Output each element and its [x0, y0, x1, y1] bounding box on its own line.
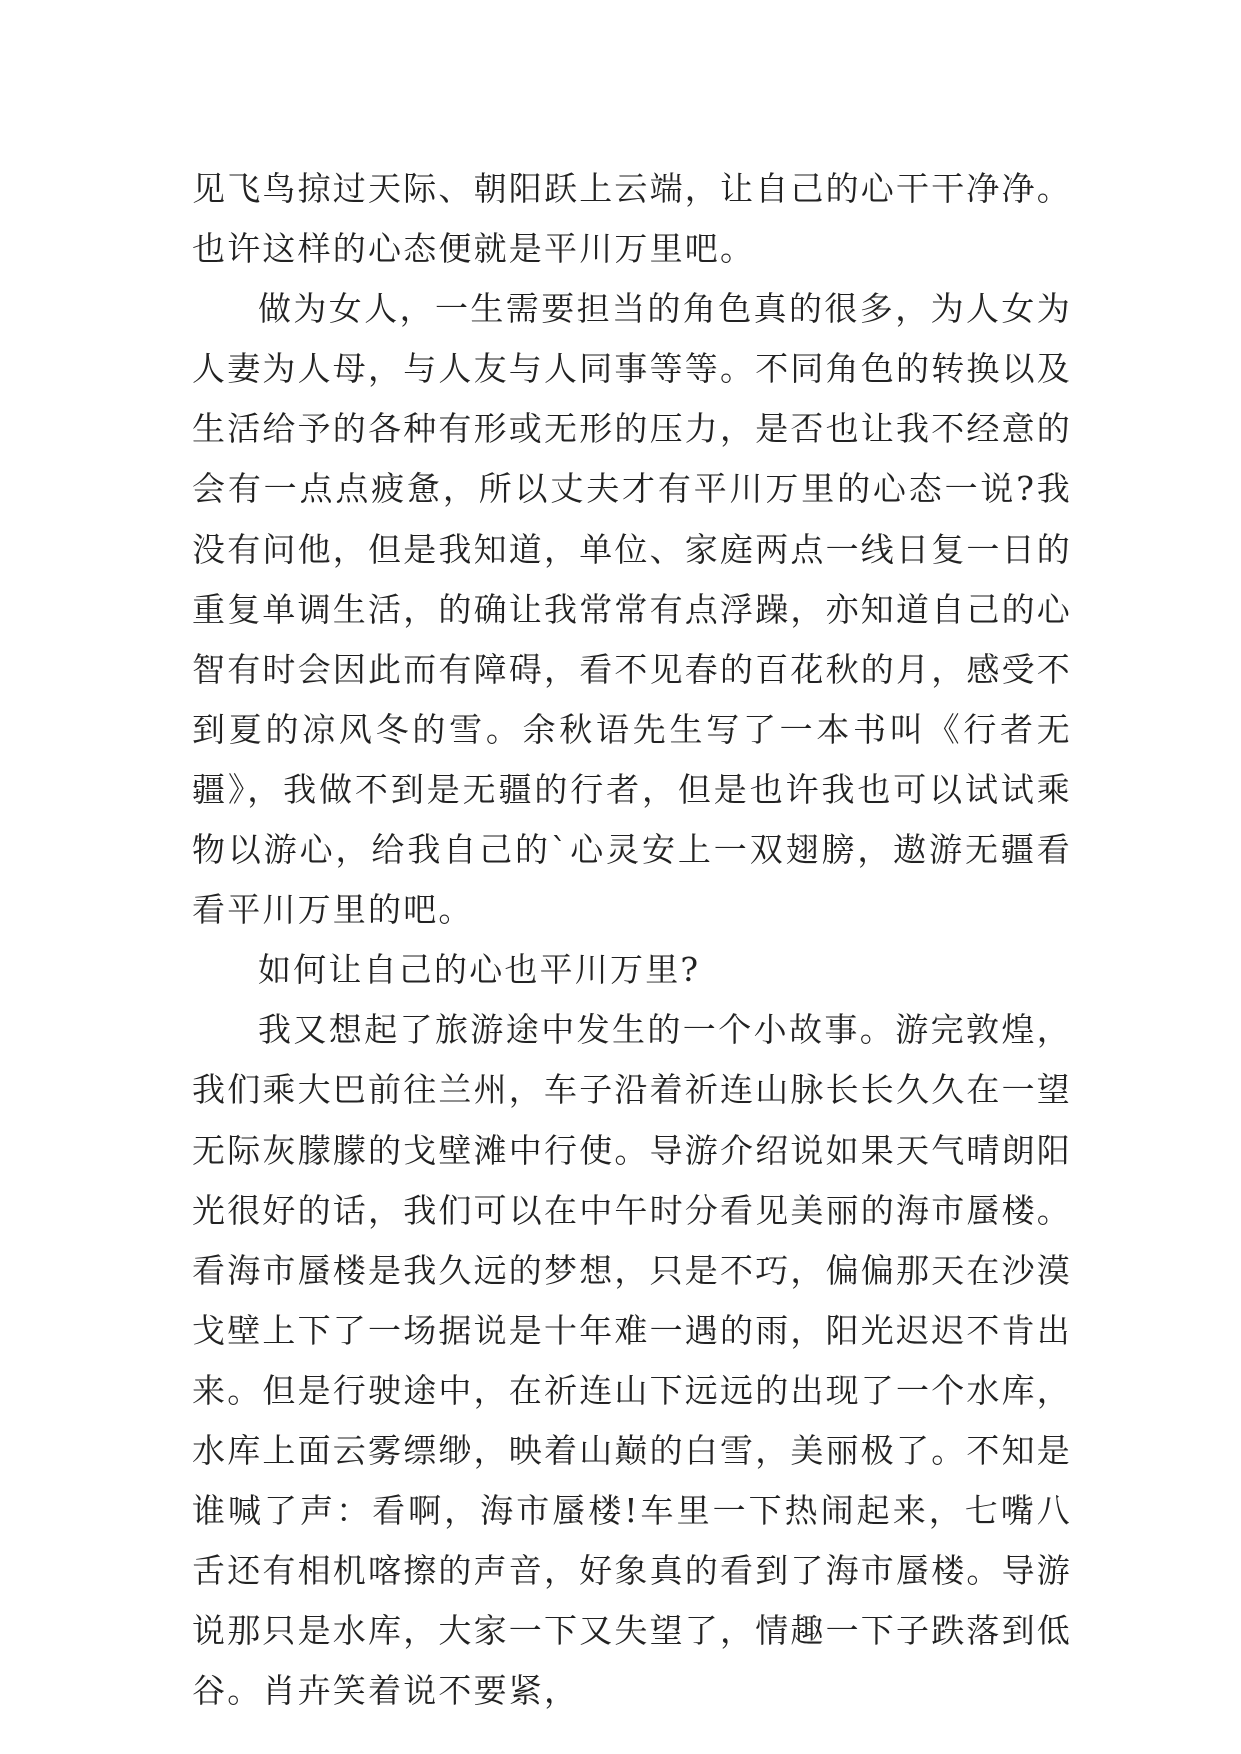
- document-body: [192, 159, 1072, 1721]
- paragraph-1: 见飞鸟掠过天际、朝阳跃上云端，让自己的心干干净净。也许这样的心态便就是平川万里吧。: [192, 169, 1072, 269]
- paragraph-2: 做为女人，一生需要担当的角色真的很多，为人女为人妻为人母，与人友与人同事等等。不同角色的转换以及生活给予的各种有形或无形的压力，是否也让我不经意的会有一点点疲惫，所以丈夫才有平川万里的心态一说?我没有问他，但是我知道，单位、家庭两点一线日复一日的重复单调生活，的确让我常常有点浮躁，亦知道自己的心智有时会因此而有障碍，看不见春的百花秋的月，感受不到夏的凉风冬的雪。余秋语先生写了一本书叫《行者无疆》，我做不到是无疆的行者，但是也许我也可以试试乘物以游心，给我自己的`心灵安上一双翅膀，遨游无疆看看平川万里的吧。: [192, 289, 1072, 930]
- paragraph-3: 如何让自己的心也平川万里?: [258, 950, 701, 990]
- paragraph-4: 我又想起了旅游途中发生的一个小故事。游完敦煌，我们乘大巴前往兰州，车子沿着祈连山脉长长久久在一望无际灰朦朦的戈壁滩中行使。导游介绍说如果天气晴朗阳光很好的话，我们可以在中午时分看见美丽的海市蜃楼。看海市蜃楼是我久远的梦想，只是不巧，偏偏那天在沙漠戈壁上下了一场据说是十年难一遇的雨，阳光迟迟不肯出来。但是行驶途中，在祈连山下远远的出现了一个水库，水库上面云雾缥缈，映着山巅的白雪，美丽极了。不知是谁喊了声：看啊，海市蜃楼!车里一下热闹起来，七嘴八舌还有相机喀擦的声音，好象真的看到了海市蜃楼。导游说那只是水库，大家一下又失望了，情趣一下子跌落到低谷。肖卉笑着说不要紧，: [192, 1010, 1072, 1711]
